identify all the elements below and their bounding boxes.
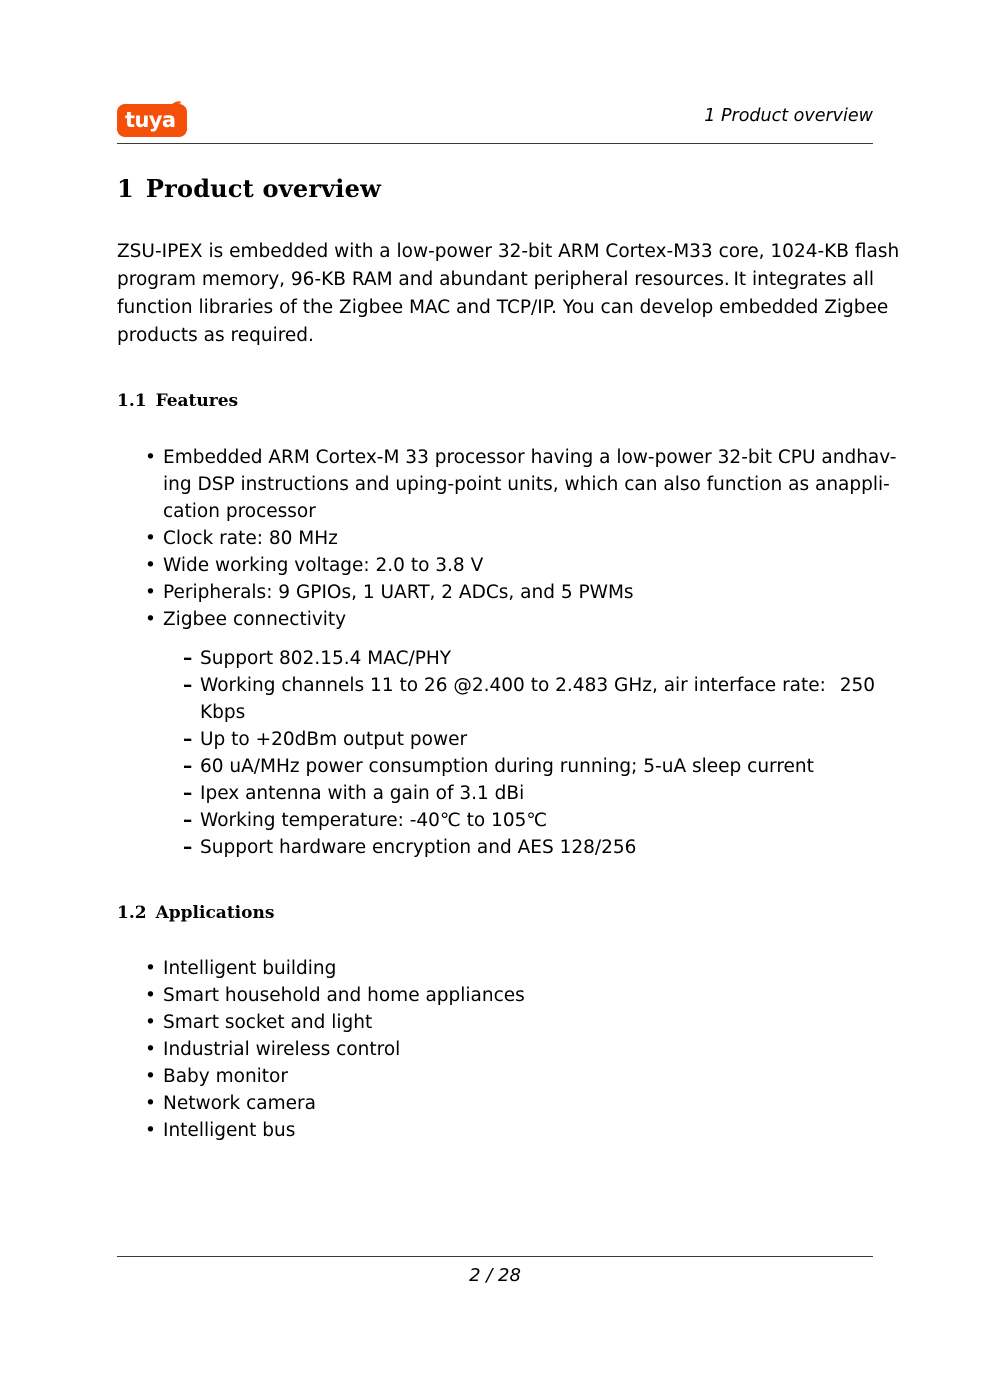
applications-number: 1.2: [117, 903, 147, 923]
list-item-text: Up to +20dBm output power: [200, 729, 468, 750]
bullet-marker: •: [145, 528, 156, 549]
intro-line-3: function libraries of the Zigbee MAC and TCP/IP. You can develop embedded Zigbee: [117, 297, 889, 318]
list-item: [145, 982, 875, 1009]
dash-marker: –: [183, 729, 193, 750]
list-item: [145, 955, 875, 982]
page-title: [117, 174, 381, 203]
section-heading-features: [117, 391, 238, 411]
applications-list: [145, 955, 875, 1144]
list-item-text: Intelligent bus: [163, 1120, 296, 1141]
dash-marker: –: [183, 675, 193, 696]
list-item-text: Peripherals: 9 GPIOs, 1 UART, 2 ADCs, and 5 PWMs: [163, 582, 634, 603]
list-item: [145, 1090, 875, 1117]
intro-paragraph: [117, 238, 900, 350]
bullet-marker: •: [145, 447, 156, 468]
list-item: [145, 1117, 875, 1144]
list-item: [145, 1009, 875, 1036]
list-item-text: Intelligent building: [163, 958, 337, 979]
list-item: [145, 579, 875, 606]
list-item-text: Smart household and home appliances: [163, 985, 525, 1006]
bullet-marker: •: [145, 1039, 156, 1060]
header-divider: [117, 143, 873, 144]
list-item: [183, 645, 875, 672]
intro-line-4: products as required.: [117, 325, 314, 346]
list-item: [145, 1063, 875, 1090]
intro-line-2: program memory, 96-KB RAM and abundant peripheral resources. It integrates all: [117, 269, 874, 290]
list-item: [145, 552, 875, 579]
tuya-logo: [117, 104, 187, 137]
list-item-text: Wide working voltage: 2.0 to 3.8 V: [163, 555, 484, 576]
list-item: [183, 726, 875, 753]
list-item-text: Embedded ARM Cortex-M 33 processor having a low-power 32-bit CPU and hav- ing DSP instructions and uping-point units, which can also function as an appli- cation processor: [163, 447, 897, 522]
list-item-text: Ipex antenna with a gain of 3.1 dBi: [200, 783, 525, 804]
list-item-text: 60 uA/MHz power consumption during running; 5-uA sleep current: [200, 756, 814, 777]
wifi-signal-arc-icon: [166, 99, 183, 116]
bullet-marker: •: [145, 958, 156, 979]
running-header-title: 1 Product overview: [704, 106, 873, 126]
list-item: [145, 525, 875, 552]
list-item-text: Working channels 11 to 26 @2.400 to 2.483 GHz, air interface rate: 250 Kbps: [200, 675, 875, 723]
list-item-text: Network camera: [163, 1093, 316, 1114]
bullet-marker: •: [145, 555, 156, 576]
list-item-text: Clock rate: 80 MHz: [163, 528, 338, 549]
features-list: [145, 444, 897, 865]
bullet-marker: •: [145, 1120, 156, 1141]
list-item-text: Zigbee connectivity: [163, 609, 347, 630]
list-item: [183, 753, 875, 780]
applications-title: Applications: [155, 903, 275, 923]
zigbee-sublist: [145, 645, 875, 861]
bullet-marker: •: [145, 1093, 156, 1114]
dash-marker: –: [183, 810, 193, 831]
list-item: [145, 1036, 875, 1063]
bullet-marker: •: [145, 1012, 156, 1033]
intro-line-1: ZSU-IPEX is embedded with a low-power 32-bit ARM Cortex-M33 core, 1024-KB flash: [117, 241, 900, 262]
list-item: [183, 807, 875, 834]
footer-divider: [117, 1256, 873, 1257]
list-item-text: Support hardware encryption and AES 128/256: [200, 837, 637, 858]
list-item: [183, 780, 875, 807]
bullet-marker: •: [145, 582, 156, 603]
dash-marker: –: [183, 783, 193, 804]
list-item: [145, 606, 875, 633]
list-item-text: Smart socket and light: [163, 1012, 373, 1033]
section-heading-applications: [117, 903, 274, 923]
page-header: [117, 96, 873, 144]
bullet-marker: •: [145, 985, 156, 1006]
dash-marker: –: [183, 837, 193, 858]
bullet-marker: •: [145, 1066, 156, 1087]
list-item: [145, 444, 897, 525]
list-item-text: Working temperature: -40℃ to 105℃: [200, 810, 548, 831]
page-title-text: Product overview: [145, 174, 381, 203]
list-item-text: Industrial wireless control: [163, 1039, 401, 1060]
page-number: 2 / 28: [469, 1265, 521, 1286]
list-item-text: Baby monitor: [163, 1066, 288, 1087]
features-number: 1.1: [117, 391, 147, 411]
page-title-number: 1: [117, 174, 134, 203]
dash-marker: –: [183, 756, 193, 777]
list-item: [183, 834, 875, 861]
dash-marker: –: [183, 648, 193, 669]
features-title: Features: [155, 391, 239, 411]
bullet-marker: •: [145, 609, 156, 630]
list-item-text: Support 802.15.4 MAC/PHY: [200, 648, 452, 669]
list-item: [183, 672, 875, 726]
logo-wordmark: tuya: [125, 107, 176, 132]
